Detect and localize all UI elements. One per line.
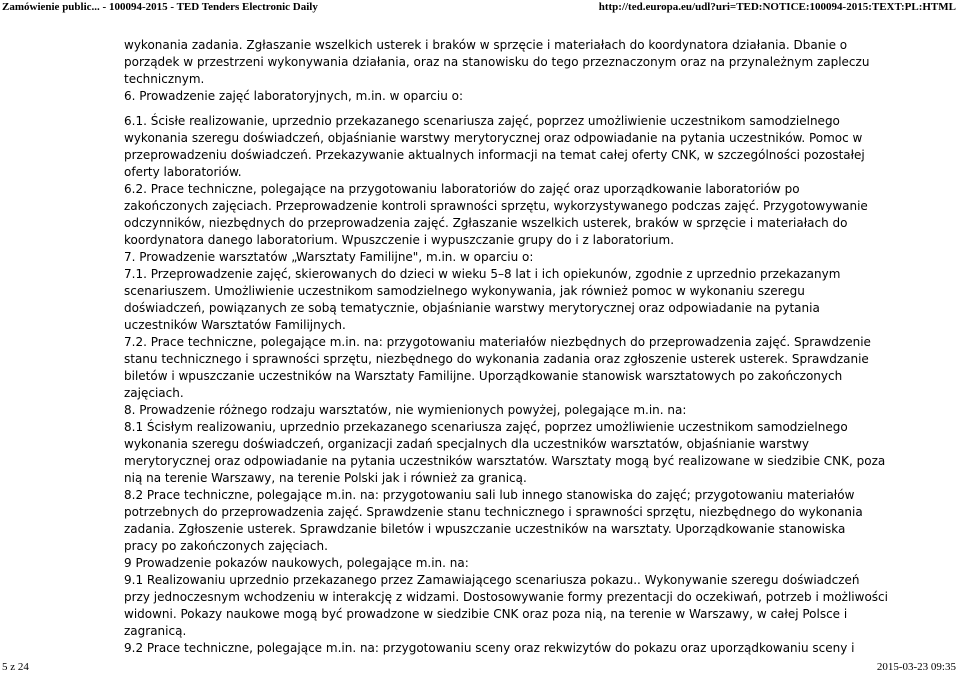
text-line: zajęciach. bbox=[124, 386, 184, 400]
text-line: stanu technicznego i sprawności sprzętu, niezbędnego do wykonania zadania oraz zgłoszenie usterek usterek. Sprawdzanie bbox=[124, 352, 869, 366]
print-footer bbox=[0, 660, 960, 674]
text-line: 9.2 Prace techniczne, polegające m.in. na: przygotowaniu sceny oraz rekwizytów do pokazu oraz uporządkowaniu sceny i bbox=[124, 641, 855, 655]
section-heading: 7. Prowadzenie warsztatów „Warsztaty Familijne", m.in. w oparciu o: bbox=[124, 250, 534, 264]
text-line: oferty laboratoriów. bbox=[124, 165, 242, 179]
page-title: Zamówienie public... - 100094-2015 - TED Tenders Electronic Daily bbox=[2, 1, 318, 13]
text-line: wykonania zadania. Zgłaszanie wszelkich usterek i braków w sprzęcie i materiałach do koordynatora działania. Dbanie o bbox=[124, 38, 848, 52]
text-line: 6.1. Ścisłe realizowanie, uprzednio przekazanego scenariusza zajęć, poprzez umożliwienie uczestnikom samodzielnego bbox=[124, 114, 840, 128]
text-line: scenariuszem. Umożliwienie uczestnikom samodzielnego wykonywania, jak również pomoc w wykonaniu szeregu bbox=[124, 284, 805, 298]
text-line: merytorycznej oraz odpowiadanie na pytania uczestników warsztatów. Warsztaty mogą być realizowane w siedzibie CNK, poza bbox=[124, 454, 886, 468]
page-url: http://ted.europa.eu/udl?uri=TED:NOTICE:100094-2015:TEXT:PL:HTML bbox=[598, 1, 956, 13]
section-heading: 8. Prowadzenie różnego rodzaju warsztatów, nie wymienionych powyżej, polegające m.in. na: bbox=[124, 403, 687, 417]
text-line: zagranicą. bbox=[124, 624, 187, 638]
text-line: pracy po zakończonych zajęciach. bbox=[124, 539, 328, 553]
text-line: uczestników Warsztatów Familijnych. bbox=[124, 318, 346, 332]
text-line: technicznym. bbox=[124, 72, 205, 86]
text-line: zakończonych zajęciach. Przeprowadzenie kontroli sprawności sprzętu, wykorzystywanego podczas zajęć. Przygotowywanie bbox=[124, 199, 868, 213]
print-header bbox=[0, 0, 960, 14]
text-line: 7.1. Przeprowadzenie zajęć, skierowanych do dzieci w wieku 5–8 lat i ich opiekunów, zgodnie z uprzednio przekazanym bbox=[124, 267, 841, 281]
text-line: 6.2. Prace techniczne, polegające na przygotowaniu laboratoriów do zajęć oraz uporządkowanie laboratoriów po bbox=[124, 182, 800, 196]
text-line: wykonania szeregu doświadczeń, objaśnianie warstwy merytorycznej oraz odpowiadanie na pytania uczestników. Pomoc w bbox=[124, 131, 863, 145]
text-line: 8.1 Ścisłym realizowaniu, uprzednio przekazanego scenariusza zajęć, poprzez umożliwienie uczestnikom samodzielnego bbox=[124, 420, 848, 434]
text-line: 7.2. Prace techniczne, polegające m.in. na: przygotowaniu materiałów niezbędnych do przeprowadzenia zajęć. Sprawdzenie bbox=[124, 335, 871, 349]
text-line: doświadczeń, powiązanych ze sobą tematycznie, objaśnianie warstwy merytorycznej oraz odpowiadanie na pytania bbox=[124, 301, 820, 315]
text-line: przeprowadzeniu doświadczeń. Przekazywanie aktualnych informacji na temat całej oferty CNK, w szczególności pozostałej bbox=[124, 148, 865, 162]
section-heading: 6. Prowadzenie zajęć laboratoryjnych, m.in. w oparciu o: bbox=[124, 89, 463, 103]
text-line: nią na terenie Warszawy, na terenie Polski jak i również za granicą. bbox=[124, 471, 527, 485]
section-heading: 9 Prowadzenie pokazów naukowych, polegające m.in. na: bbox=[124, 556, 469, 570]
text-line: koordynatora danego laboratorium. Wpuszczenie i wypuszczanie grupy do i z laboratorium. bbox=[124, 233, 675, 247]
text-line: widowni. Pokazy naukowe mogą być prowadzone w siedzibie CNK oraz poza nią, na terenie w Warszawy, w całej Polsce i bbox=[124, 607, 848, 621]
paragraph-gap bbox=[124, 105, 870, 113]
text-line: zadania. Zgłoszenie usterek. Sprawdzanie biletów i wpuszczanie uczestników na warsztaty. Uporządkowanie stanowiska bbox=[124, 522, 846, 536]
text-line: wykonania szeregu doświadczeń, organizacji zadań specjalnych dla uczestników warsztatów, objaśnianie warstwy bbox=[124, 437, 809, 451]
text-line: potrzebnych do przeprowadzenia zajęć. Sprawdzenie stanu technicznego i sprawności sprzętu, niezbędnego do wykonania bbox=[124, 505, 863, 519]
text-line: przy jednoczesnym wchodzeniu w interakcję z widzami. Dostosowywanie formy prezentacji do oczekiwań, potrzeb i możliwości bbox=[124, 590, 888, 604]
text-line: 9.1 Realizowaniu uprzednio przekazanego przez Zamawiającego scenariusza pokazu.. Wykonywanie szeregu doświadczeń bbox=[124, 573, 860, 587]
document-body bbox=[124, 37, 888, 657]
print-datetime: 2015-03-23 09:35 bbox=[876, 661, 956, 673]
text-line: porządek w przestrzeni wykonywania działania, oraz na stanowisku do tego przeznaczonym oraz na przynależnym zapleczu bbox=[124, 55, 870, 69]
text-line: 8.2 Prace techniczne, polegające m.in. na: przygotowaniu sali lub innego stanowiska do zajęć; przygotowaniu materiałów bbox=[124, 488, 855, 502]
text-line: odczynników, niezbędnych do przeprowadzenia zajęć. Zgłaszanie wszelkich usterek, braków w sprzęcie i materiałach do bbox=[124, 216, 848, 230]
page-number: 5 z 24 bbox=[2, 661, 29, 673]
text-line: biletów i wpuszczanie uczestników na Warsztaty Familijne. Uporządkowanie stanowisk warsztatowych po zakończonych bbox=[124, 369, 843, 383]
